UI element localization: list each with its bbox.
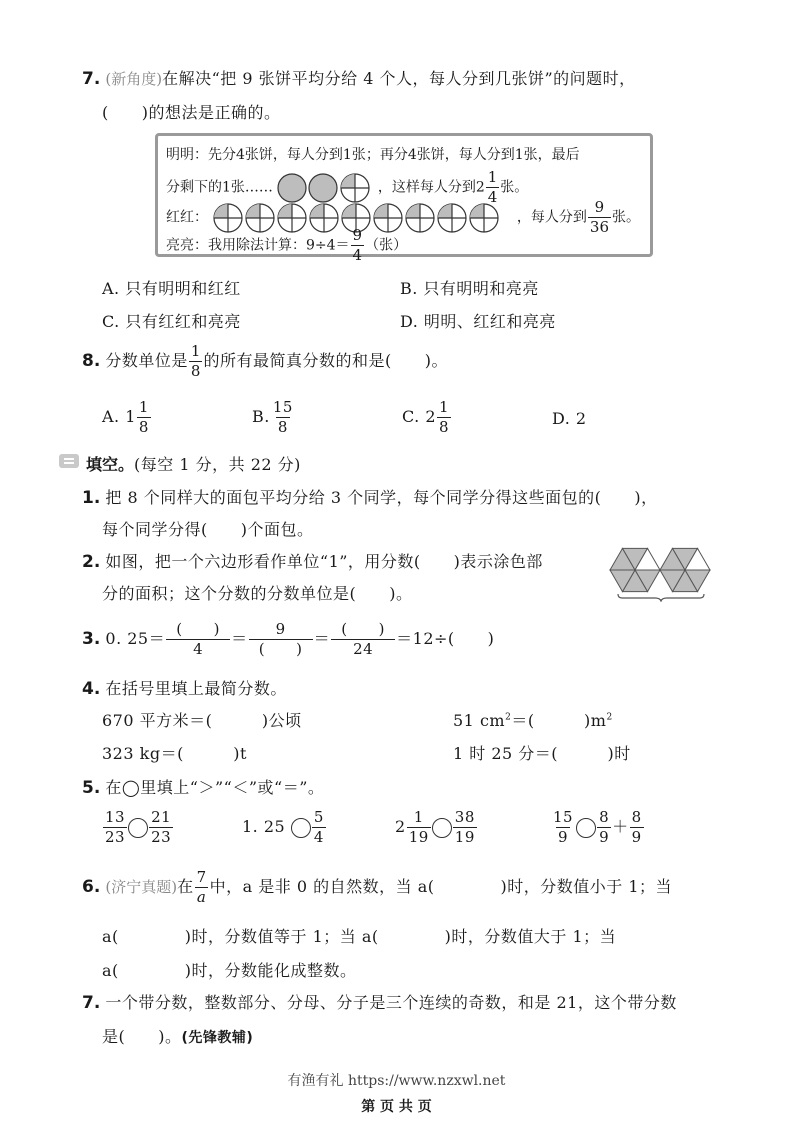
f7-line1	[82, 990, 677, 1013]
option-label: B.	[252, 407, 270, 426]
f4-item-a: 670 平方米＝( )公顷	[102, 711, 302, 730]
fraction	[195, 870, 209, 905]
compare-circle[interactable]	[128, 818, 148, 838]
equation-text: 0. 25＝	[105, 629, 166, 648]
fraction-denominator: 23	[151, 828, 172, 846]
fraction-numerator: 8	[599, 808, 610, 826]
compare-circle[interactable]	[291, 818, 311, 838]
question-text: 如图，把一个六边形看作单位“1”，用分数( )表示涂色部	[105, 552, 543, 571]
option-b[interactable]: B. 只有明明和亮亮	[400, 279, 539, 298]
question-number: 1.	[82, 488, 101, 508]
compare-b	[242, 810, 327, 845]
blank-denominator[interactable]: ( )	[249, 639, 313, 657]
fraction-denominator: 9	[631, 828, 642, 846]
question-text: 的所有最简真分数的和是( )。	[203, 351, 448, 370]
fraction	[331, 622, 395, 657]
fraction-numerator: 1	[413, 808, 424, 826]
f2-line2: 分的面积；这个分数的分数单位是( )。	[102, 584, 413, 603]
mingming-text-3: ，这样每人分到2	[377, 179, 485, 196]
liangliang-unit: （张）	[365, 237, 408, 254]
fraction-numerator: 1	[487, 168, 498, 186]
option-a[interactable]: A. 只有明明和红红	[102, 279, 241, 298]
question-number: 5.	[82, 778, 101, 798]
question-text: 一个带分数，整数部分、分母、分子是三个连续的奇数，和是 21，这个带分数	[105, 993, 677, 1012]
fraction	[312, 810, 326, 845]
whole-pie-shaded	[309, 174, 337, 202]
shaded-quarter	[310, 204, 324, 218]
question-text: 中，a 是非 0 的自然数，当 a( )时，分数值小于 1；当	[209, 877, 673, 896]
fraction-denominator: 8	[138, 418, 149, 436]
mingming-text-1: 明明：先分4张饼，每人分到1张；再分4张饼，每人分到1张，最后	[166, 147, 580, 163]
fraction-numerator: 13	[105, 808, 126, 826]
f4-item-c: 323 kg＝( )t	[102, 744, 247, 763]
fraction-numerator: 5	[313, 808, 324, 826]
fraction-denominator: 8	[190, 362, 201, 380]
option-a[interactable]	[102, 400, 152, 435]
option-b[interactable]	[252, 400, 296, 435]
fraction	[149, 810, 173, 845]
question-number: 3.	[82, 629, 101, 649]
fraction-numerator: 1	[138, 398, 149, 416]
blank-numerator[interactable]: ( )	[341, 620, 385, 638]
hexagon-figure	[604, 544, 716, 602]
question-text: 在解决“把 9 张饼平均分给 4 个人，每人分到几张饼”的问题时，	[162, 69, 636, 88]
quartered-pie	[438, 204, 466, 232]
f2-line1	[82, 549, 543, 572]
fraction	[103, 810, 127, 845]
fraction-numerator: 8	[631, 808, 642, 826]
section-note: (每空 1 分，共 22 分)	[134, 455, 301, 474]
whole-pie-shaded	[278, 174, 306, 202]
f1-line2: 每个同学分得( )个面包。	[102, 520, 314, 539]
fraction	[407, 810, 431, 845]
section-number-icon	[59, 454, 79, 468]
shaded-quarter	[246, 204, 260, 218]
fraction-numerator: 9	[352, 226, 363, 244]
equation-tail: ＝12÷( )	[396, 629, 495, 648]
f4-title-line	[82, 676, 287, 699]
fraction	[437, 400, 451, 435]
thinking-box	[155, 133, 653, 264]
q7-line2: ( )的想法是正确的。	[102, 103, 281, 122]
fraction	[597, 810, 611, 845]
fraction	[166, 622, 230, 657]
honghong-label: 红红：	[166, 209, 208, 226]
question-text: 是( )。	[102, 1027, 182, 1046]
question-text: 在	[177, 877, 194, 896]
liangliang-text: 亮亮：我用除法计算：9÷4＝	[166, 237, 350, 254]
q8-line	[82, 344, 448, 379]
shaded-quarter	[470, 204, 484, 218]
option-label: A. 1	[102, 407, 136, 426]
fraction-denominator: 8	[277, 418, 288, 436]
f7-line2	[102, 1024, 253, 1047]
fraction-numerator: 15	[553, 808, 574, 826]
fraction-denominator: 9	[599, 828, 610, 846]
question-number: 7.	[82, 69, 101, 89]
equals-sign: ＝	[313, 629, 331, 648]
f6-line2: a( )时，分数值等于 1；当 a( )时，分数值大于 1；当	[102, 927, 617, 946]
question-number: 2.	[82, 552, 101, 572]
question-text: 在括号里填上最简分数。	[105, 679, 287, 698]
option-c[interactable]	[402, 400, 452, 435]
mingming-text-2: 分剩下的1张……	[166, 179, 273, 196]
unit-text: 51 cm	[453, 711, 506, 730]
equals-sign: ＝	[231, 629, 248, 648]
question-text: 在◯里填上“＞”“＜”或“＝”。	[105, 778, 325, 797]
fraction-numerator: 9	[594, 198, 605, 216]
quartered-pie	[406, 204, 434, 232]
option-d[interactable]: D. 明明、红红和亮亮	[400, 312, 556, 331]
shaded-quarter	[341, 174, 355, 188]
fraction	[453, 810, 477, 845]
option-d[interactable]: D. 2	[552, 409, 587, 428]
f4-item-b	[453, 708, 613, 731]
fraction-denominator: a	[196, 888, 207, 906]
compare-circle[interactable]	[432, 818, 452, 838]
fraction-denominator: 19	[454, 828, 475, 846]
fraction-numerator: 1	[439, 398, 450, 416]
mingming-text-4: 张。	[500, 179, 529, 196]
fraction-numerator: 1	[190, 342, 201, 360]
option-label: C. 2	[402, 407, 437, 426]
f5-title-line	[82, 775, 324, 798]
question-text: 把 8 个同样大的面包平均分给 3 个同学，每个同学分得这些面包的( )，	[105, 488, 658, 507]
footer-page-number: 第 页 共 页	[361, 1099, 432, 1115]
decimal-value: 1. 25	[242, 817, 286, 836]
quartered-pie	[470, 204, 498, 232]
fraction-denominator: 9	[558, 828, 569, 846]
fraction-numerator: 38	[454, 808, 475, 826]
f4-item-d: 1 时 25 分＝( )时	[453, 744, 631, 763]
superscript: 2	[505, 712, 512, 723]
compare-circle[interactable]	[576, 818, 596, 838]
fraction-numerator: 21	[151, 808, 172, 826]
fraction-denominator: 24	[331, 639, 395, 657]
shaded-quarter	[374, 204, 388, 218]
fraction-numerator: 15	[272, 398, 293, 416]
f6-line3: a( )时，分数能化成整数。	[102, 961, 357, 980]
honghong-text-end: 张。	[612, 209, 640, 226]
f3-line	[82, 622, 494, 657]
fraction-numerator: 9	[275, 620, 286, 638]
fraction	[137, 400, 151, 435]
plus-sign: ＋	[612, 817, 629, 836]
fraction-denominator: 19	[408, 828, 429, 846]
question-number: 8.	[82, 351, 101, 371]
f1-line1	[82, 485, 658, 508]
q7-line1	[82, 66, 636, 89]
fraction-denominator: 4	[313, 828, 324, 846]
fraction-denominator: 8	[439, 418, 450, 436]
footer-website: 有渔有礼 https://www.nzxwl.net	[287, 1073, 506, 1089]
fraction-denominator: 4	[166, 639, 230, 657]
shaded-quarter	[438, 204, 452, 218]
shaded-quarter	[406, 204, 420, 218]
fraction-denominator: 4	[352, 246, 363, 264]
section-title: 填空。	[86, 455, 135, 474]
shaded-quarter	[278, 204, 292, 218]
f6-line1	[82, 870, 672, 905]
superscript: 2	[606, 712, 613, 723]
fraction-denominator: 4	[487, 188, 498, 206]
compare-c	[395, 810, 478, 845]
option-c[interactable]: C. 只有红红和亮亮	[102, 312, 241, 331]
section-header	[86, 452, 301, 475]
whole-number: 2	[395, 817, 406, 836]
question-number: 6.	[82, 877, 101, 897]
fraction-numerator: 7	[196, 868, 207, 886]
question-text: 分数单位是	[105, 351, 188, 370]
fraction	[630, 810, 644, 845]
fraction-denominator: 36	[589, 218, 609, 236]
compare-a	[102, 810, 174, 845]
fraction	[189, 344, 203, 379]
blank-numerator[interactable]: ( )	[176, 620, 220, 638]
shaded-quarter	[342, 204, 356, 218]
fraction	[588, 200, 611, 235]
question-tag: (济宁真题)	[105, 878, 178, 896]
fraction	[551, 810, 575, 845]
fraction	[351, 228, 365, 263]
fraction	[249, 622, 313, 657]
shaded-quarter	[214, 204, 228, 218]
source-tag: (先锋教辅)	[181, 1030, 254, 1046]
liangliang-line	[166, 228, 407, 263]
compare-d	[550, 810, 645, 845]
fraction	[271, 400, 295, 435]
question-number: 7.	[82, 993, 101, 1013]
unit-text: ＝( )m	[511, 711, 607, 730]
honghong-text: ，每人分到	[516, 209, 587, 226]
mingming-pies-figure	[277, 173, 373, 203]
question-number: 4.	[82, 679, 101, 699]
brace-icon	[618, 594, 704, 601]
question-tag: (新角度)	[105, 70, 163, 88]
fraction-denominator: 23	[105, 828, 126, 846]
